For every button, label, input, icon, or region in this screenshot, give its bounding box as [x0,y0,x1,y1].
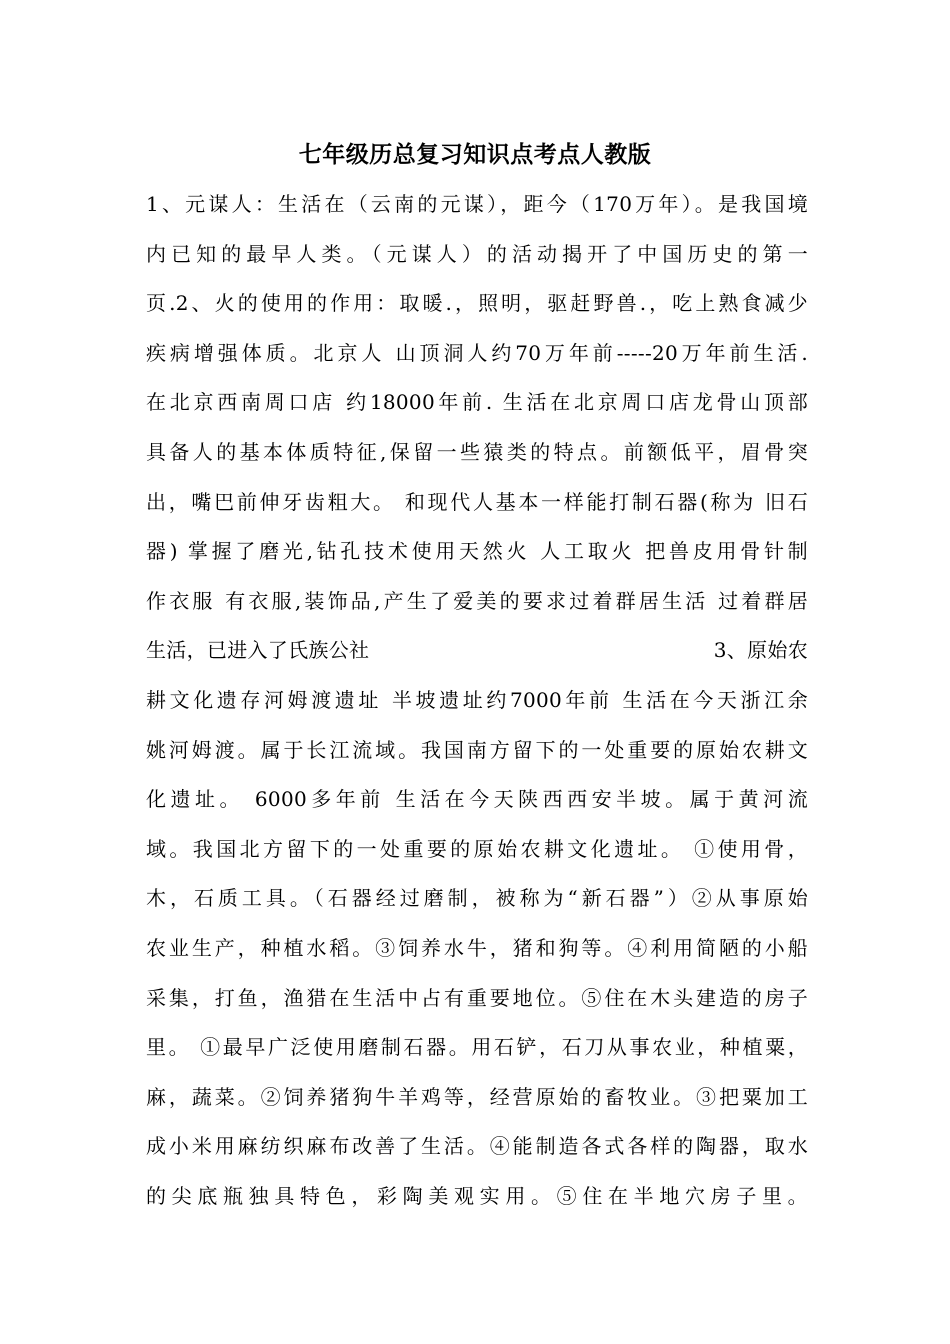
section-heading-3: 3、原始农 [713,638,808,663]
text-line: 麻，蔬菜。②饲养猪狗牛羊鸡等，经营原始的畜牧业。③把粟加工 [146,1084,808,1109]
document-title: 七年级历总复习知识点考点人教版 [298,142,652,168]
text-line: 出，嘴巴前伸牙齿粗大。 和现代人基本一样能打制石器(称为 旧石 [146,489,808,514]
text-line-split [146,626,808,676]
text-line: 姚河姆渡。属于长江流域。我国南方留下的一处重要的原始农耕文 [146,737,808,762]
text-line: 作衣服 有衣服,装饰品,产生了爱美的要求过着群居生活 过着群居 [146,588,808,613]
text-line: 域。我国北方留下的一处重要的原始农耕文化遗址。 ①使用骨， [146,836,808,861]
text-line: 页.2、火的使用的作用：取暖.，照明，驱赶野兽.，吃上熟食减少 [146,291,808,316]
document-body [146,180,808,1221]
text-line: 采集，打鱼，渔猎在生活中占有重要地位。⑤住在木头建造的房子 [146,985,808,1010]
text-line: 化遗址。 6000多年前 生活在今天陕西西安半坡。属于黄河流 [146,787,808,812]
text-line: 1、元谋人：生活在（云南的元谋），距今（170万年）。是我国境 [146,192,808,216]
text-line: 木，石质工具。（石器经过磨制，被称为“新石器”）②从事原始 [146,886,808,911]
text-line: 在北京西南周口店 约18000年前. 生活在北京周口店龙骨山顶部 [146,390,808,415]
text-line: 具备人的基本体质特征,保留一些猿类的特点。前额低平，眉骨突 [146,439,808,464]
text-line: 成小米用麻纺织麻布改善了生活。④能制造各式各样的陶器，取水 [146,1134,808,1159]
text-line: 里。 ①最早广泛使用磨制石器。用石铲，石刀从事农业，种植粟， [146,1035,808,1060]
text-line: 内已知的最早人类。（元谋人）的活动揭开了中国历史的第一 [146,241,808,266]
text-line: 农业生产，种植水稻。③饲养水牛，猪和狗等。④利用简陋的小船 [146,935,808,960]
text-line: 疾病增强体质。北京人 山顶洞人约70万年前-----20万年前生活. [146,340,808,365]
text-line: 器) 掌握了磨光,钻孔技术使用天然火 人工取火 把兽皮用骨针制 [146,539,808,564]
text-line-left: 生活，已进入了氏族公社 [146,638,370,663]
text-line: 的尖底瓶独具特色，彩陶美观实用。⑤住在半地穴房子里。 [146,1183,808,1208]
text-line: 耕文化遗存河姆渡遗址 半坡遗址约7000年前 生活在今天浙江余 [146,687,808,712]
